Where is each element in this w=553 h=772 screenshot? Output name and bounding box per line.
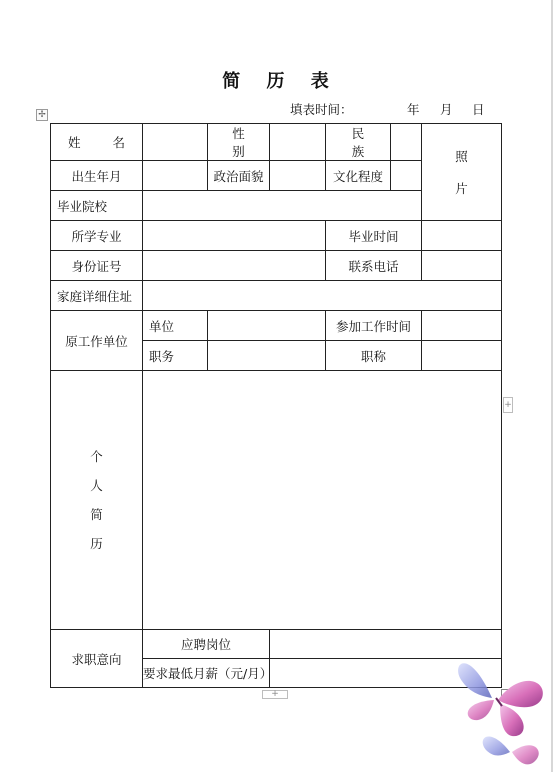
applied-post-label: 应聘岗位 [143,630,270,659]
butterfly-icon [450,640,553,772]
major-label: 所学专业 [51,221,143,251]
day-label: 日 [472,102,485,117]
political-field[interactable] [270,161,326,191]
address-field[interactable] [143,281,502,311]
phone-label: 联系电话 [326,251,422,281]
birth-label: 出生年月 [51,161,143,191]
page-title: 简 历 表 [222,71,339,92]
birth-field[interactable] [143,161,208,191]
id-number-field[interactable] [143,251,326,281]
gender-field[interactable] [270,124,326,161]
education-label: 文化程度 [326,161,391,191]
school-field[interactable] [143,191,422,221]
unit-label: 单位 [143,311,208,341]
month-label: 月 [440,102,453,117]
fill-time-label: 填表时间： [290,102,353,117]
gender-label: 性 别 [208,124,270,161]
resume-char-4: 历 [90,536,103,551]
school-label: 毕业院校 [51,191,143,221]
political-label: 政治面貌 [208,161,270,191]
resume-label [51,371,143,630]
add-row-plus-icon[interactable]: + [262,690,288,699]
start-work-field[interactable] [422,311,502,341]
resume-table [50,123,502,688]
resume-field[interactable] [143,371,502,630]
ethnicity-field[interactable] [391,124,422,161]
photo-label-2: 片 [455,181,468,196]
id-number-label: 身份证号 [51,251,143,281]
title-rank-field[interactable] [422,341,502,371]
resume-char-2: 人 [90,478,103,493]
resume-char-1: 个 [90,449,103,464]
job-intent-label: 求职意向 [51,630,143,688]
phone-field[interactable] [422,251,502,281]
add-column-plus-icon[interactable]: + [503,397,513,413]
prev-employer-label: 原工作单位 [51,311,143,371]
ethnicity-label: 民 族 [326,124,391,161]
education-field[interactable] [391,161,422,191]
name-field[interactable] [143,124,208,161]
move-cross-icon[interactable]: ✢ [36,109,48,121]
start-work-label: 参加工作时间 [326,311,422,341]
resume-char-3: 简 [90,507,103,522]
unit-field[interactable] [208,311,326,341]
grad-time-label: 毕业时间 [326,221,422,251]
name-label: 姓 名 [51,124,143,161]
title-rank-label: 职称 [326,341,422,371]
grad-time-field[interactable] [422,221,502,251]
photo-label-1: 照 [455,149,468,164]
position-field[interactable] [208,341,326,371]
photo-cell[interactable] [422,124,502,221]
min-salary-label: 要求最低月薪（元/月） [143,659,270,688]
position-label: 职务 [143,341,208,371]
major-field[interactable] [143,221,326,251]
address-label: 家庭详细住址 [51,281,143,311]
year-label: 年 [407,102,420,117]
